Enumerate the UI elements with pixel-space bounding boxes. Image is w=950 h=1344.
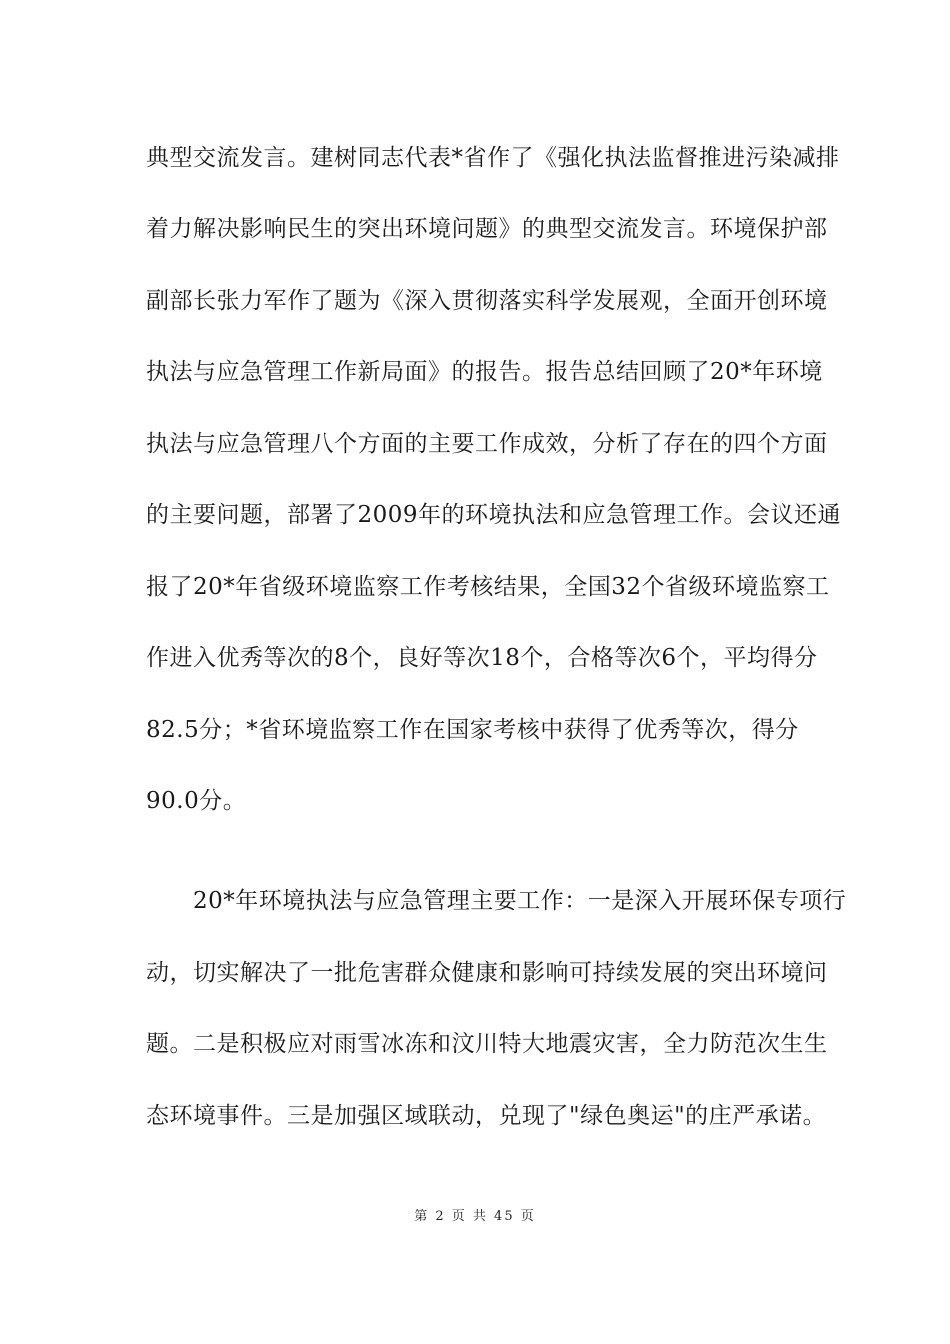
- page-number-footer: 第 2 页 共 45 页: [414, 1209, 536, 1224]
- paragraph-2-line-1: 20*年环境执法与应急管理主要工作：一是深入开展环保专项行: [193, 888, 847, 914]
- paragraph-1-line-9: 82.5分；*省环境监察工作在国家考核中获得了优秀等次，得分: [146, 717, 799, 743]
- paragraph-1-line-6: 的主要问题，部署了2009年的环境执法和应急管理工作。会议还通: [146, 502, 842, 528]
- paragraph-1-line-3: 副部长张力军作了题为《深入贯彻落实科学发展观，全面开创环境: [146, 288, 828, 314]
- paragraph-2-line-3: 题。二是积极应对雨雪冰冻和汶川特大地震灾害，全力防范次生生: [146, 1031, 828, 1057]
- paragraph-1-line-7: 报了20*年省级环境监察工作考核结果，全国32个省级环境监察工: [146, 574, 830, 600]
- paragraph-1-line-1: 典型交流发言。建树同志代表*省作了《强化执法监督推进污染减排: [146, 145, 840, 171]
- paragraph-1-line-10: 90.0分。: [146, 788, 247, 814]
- paragraph-2-line-4: 态环境事件。三是加强区域联动，兑现了"绿色奥运"的庄严承诺。: [146, 1103, 827, 1129]
- paragraph-1-line-8: 作进入优秀等次的8个，良好等次18个，合格等次6个，平均得分: [146, 645, 818, 671]
- paragraph-1-line-4: 执法与应急管理工作新局面》的报告。报告总结回顾了20*年环境: [146, 359, 823, 385]
- paragraph-2-line-2: 动，切实解决了一批危害群众健康和影响可持续发展的突出环境问: [146, 960, 828, 986]
- paragraph-1-line-5: 执法与应急管理八个方面的主要工作成效，分析了存在的四个方面: [146, 431, 828, 457]
- paragraph-1-line-2: 着力解决影响民生的突出环境问题》的典型交流发言。环境保护部: [146, 216, 828, 242]
